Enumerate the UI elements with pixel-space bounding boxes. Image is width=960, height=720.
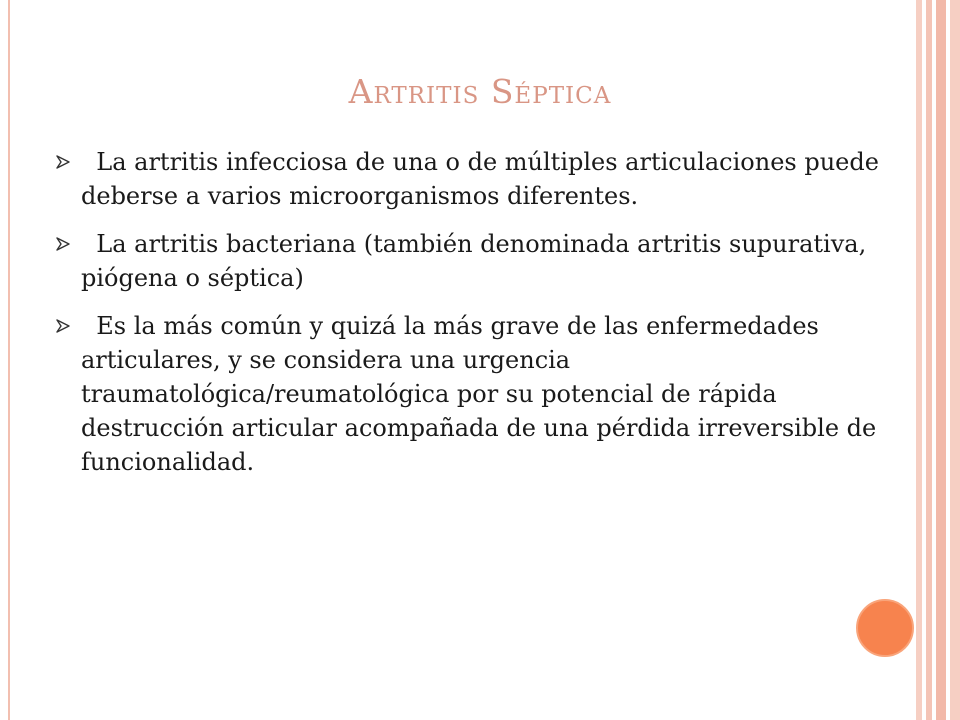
- bullet-item: [56, 145, 916, 213]
- arrowhead-bullet-icon: [56, 155, 70, 169]
- bullet-text: Es la más común y quizá la más grave de las enfermedades articulares, y se considera una urgencia traumatológica/reumatológica por su potencial de rápida destrucción articular acompañada de una pérdida irreversible de funcionalidad.: [81, 312, 877, 476]
- bullet-item: [56, 227, 916, 295]
- arrowhead-bullet-icon: [56, 237, 70, 251]
- arrowhead-bullet-icon: [56, 319, 70, 333]
- slide-title: Artritis Séptica: [348, 72, 612, 111]
- bullet-item: [56, 309, 916, 479]
- decorative-orange-circle: [856, 599, 914, 657]
- bullet-list: [56, 145, 916, 493]
- bullet-text: La artritis bacteriana (también denominada artritis supurativa, piógena o séptica): [81, 230, 867, 292]
- bullet-text: La artritis infecciosa de una o de múltiples articulaciones puede deberse a varios microorganismos diferentes.: [81, 148, 879, 210]
